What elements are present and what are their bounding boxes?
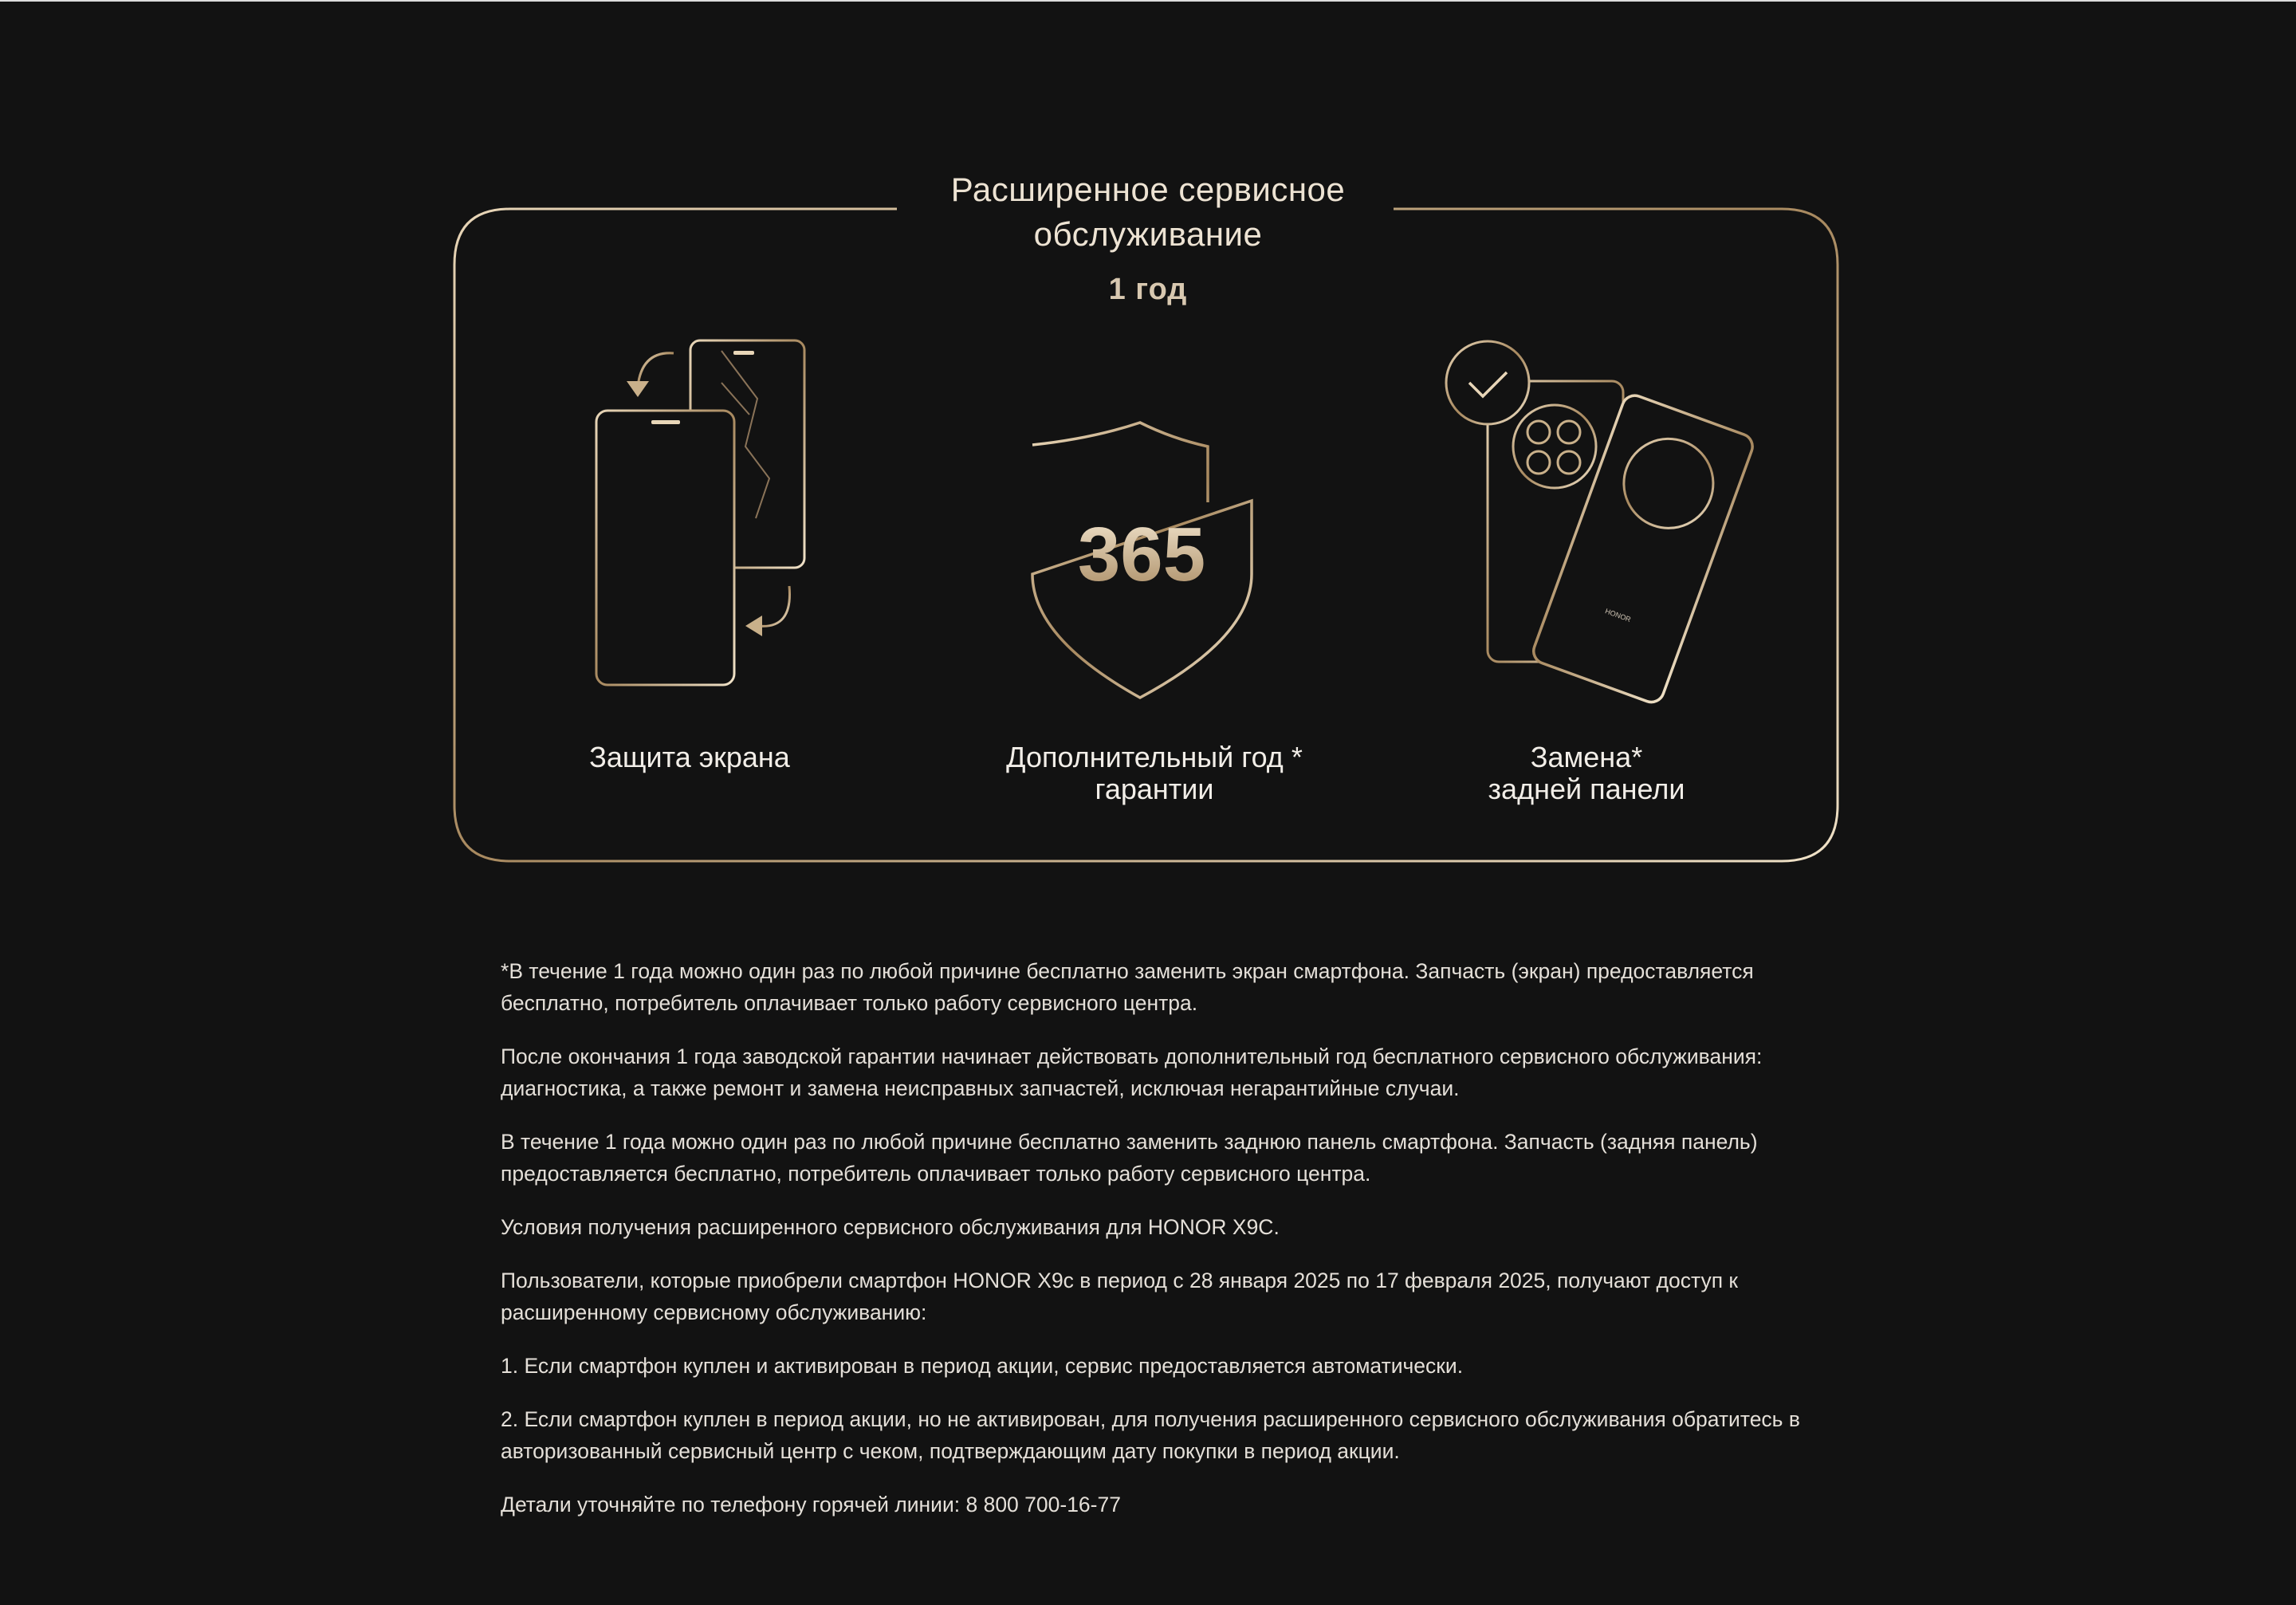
- screen-swap-icon: [596, 340, 804, 685]
- feature-label-line1: Дополнительный год *: [1006, 741, 1303, 773]
- note-paragraph: 2. Если смартфон куплен в период акции, но не активирован, для получения расширенного сервисного обслуживания обратитесь в авторизованный сервисный центр с чеком, подтверждающим дату покупки в период акции.: [501, 1407, 1800, 1463]
- shield-badge-text: 365: [1077, 512, 1206, 597]
- feature-label-line2: задней панели: [1488, 773, 1685, 805]
- brand-logo-text: HONOR: [1604, 607, 1633, 624]
- feature-label-line2: гарантии: [1095, 773, 1214, 805]
- note-paragraph: В течение 1 года можно один раз по любой причине бесплатно заменить заднюю панель смартфона. Запчасть (задняя панель) предоставляется бесплатно, потребитель оплачивает только работу сервисного центра.: [501, 1130, 1758, 1186]
- shield-365-icon: [1032, 423, 1274, 698]
- card-title: Расширенное сервисное обслуживание: [950, 171, 1346, 253]
- note-paragraph: Пользователи, которые приобрели смартфон HONOR X9c в период с 28 января 2025 по 17 февраля 2025, получают доступ к расширенному сервисному обслуживанию:: [501, 1269, 1738, 1324]
- feature-label-warranty: [947, 742, 1362, 805]
- note-paragraph: *В течение 1 года можно один раз по любой причине бесплатно заменить экран смартфона. Запчасть (экран) предоставляется бесплатно, потребитель оплачивает только работу сервисного центра.: [501, 959, 1754, 1015]
- feature-label-line1: Защита экрана: [589, 741, 790, 773]
- feature-label-line1: Замена*: [1530, 741, 1643, 773]
- card-header: [901, 167, 1395, 307]
- back-panel-icon: [1446, 341, 1756, 706]
- card-subtitle: 1 год: [1108, 273, 1188, 306]
- note-paragraph: Условия получения расширенного сервисного обслуживания для HONOR X9C.: [501, 1215, 1280, 1239]
- note-paragraph: 1. Если смартфон куплен и активирован в период акции, сервис предоставляется автоматически.: [501, 1354, 1464, 1378]
- note-paragraph: Детали уточняйте по телефону горячей линии: 8 800 700-16-77: [501, 1493, 1121, 1516]
- feature-label-screen: [482, 742, 897, 773]
- note-paragraph: После окончания 1 года заводской гарантии начинает действовать дополнительный год бесплатного сервисного обслуживания: диагностика, а также ремонт и замена неисправных запчастей, исключая негарантийные случаи.: [501, 1044, 1763, 1100]
- feature-label-back-panel: [1379, 742, 1794, 805]
- terms-notes: [501, 955, 1808, 1542]
